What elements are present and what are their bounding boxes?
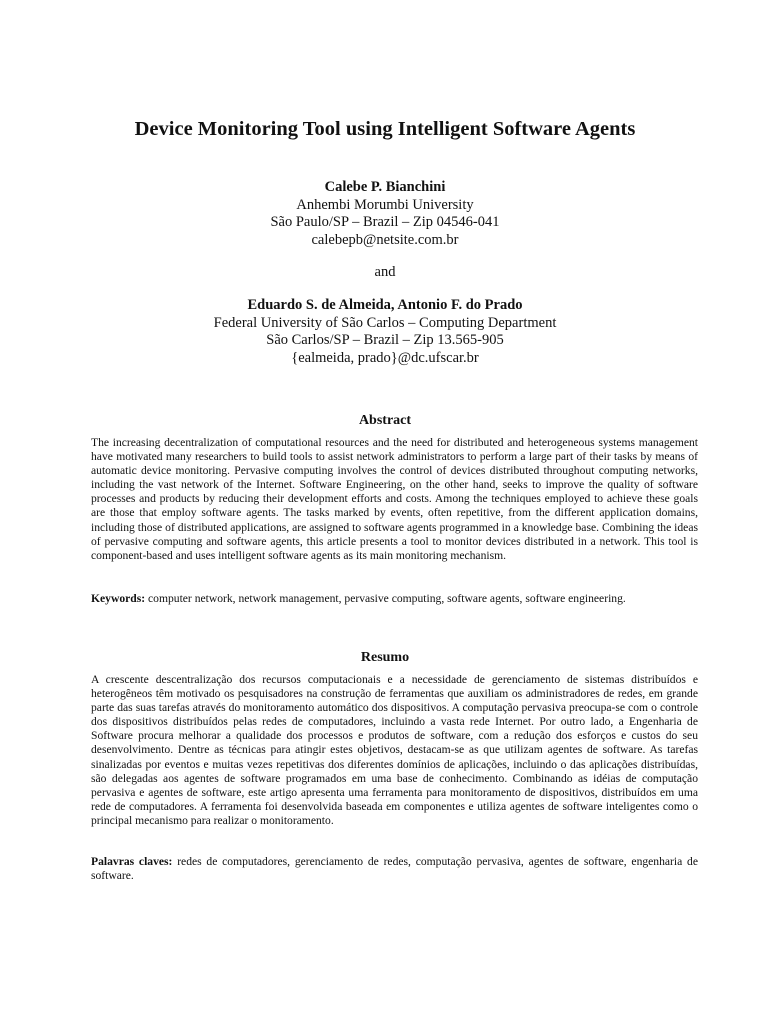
palavras-list: redes de computadores, gerenciamento de redes, computação pervasiva, agentes de software, engenharia de software. — [91, 855, 698, 883]
author-1-name: Calebe P. Bianchini — [324, 179, 446, 195]
abstract-keywords — [91, 592, 698, 606]
author-2-email: {ealmeida, prado}@dc.ufscar.br — [291, 349, 479, 366]
author-2-names: Eduardo S. de Almeida, Antonio F. do Prado — [247, 297, 523, 313]
resumo-text: A crescente descentralização dos recursos computacionais e a necessidade de gerenciamento de sistemas distribuídos e heterogêneos têm motivado os pesquisadores na construção de ferramentas que auxiliam os administradores de redes, em grande parte das suas tarefas através do monitoramento automático dos dispositivos. A computação pervasiva preocupa-se com o controle dos dispositivos distribuídos pelas redes de computadores, incluindo a vasta rede Internet. Por outro lado, a Engenharia de Software procura melhorar a qualidade dos processos e produtos de software, com a redução dos esforços e custos do seu desenvolvimento. Dentre as técnicas para atingir estes objetivos, destacam-se as que utilizam agentes de software. As tarefas sinalizadas por eventos e muitas vezes repetitivas dos diferentes domínios de aplicações, incluindo o das aplicações distribuídas, são delegadas aos agentes de software programados em uma base de conhecimento. Combinando as idéias de computação pervasiva e agentes de software, este artigo apresenta uma ferramenta para monitoramento de dispositivos, distribuídos em uma rede de computadores. A ferramenta foi desenvolvida baseada em componentes e utiliza agentes de software inteligentes como o principal mecanismo para realizar o monitoramento. — [91, 673, 698, 827]
abstract-text: The increasing decentralization of computational resources and the need for distributed and heterogeneous systems management have motivated many researchers to build tools to assist network administrators to perform a large part of their tasks by means of automatic device monitoring. Pervasive computing involves the control of devices distributed throughout computing networks, including the vast network of the Internet. Software Engineering, on the other hand, seeks to improve the quality of software processes and products by reducing their development efforts and costs. Among the techniques employed to achieve these goals are those that employ software agents. The tasks marked by events, often repetitive, from the different application domains, including those of distributed applications, are assigned to software agents programmed in a knowledge base. Combining the ideas of pervasive computing and software agents, this article presents a tool to monitor devices distributed in a network. This tool is component-based and uses intelligent software agents as its main monitoring mechanism. — [91, 436, 698, 562]
author-1-affiliation: Anhembi Morumbi University — [296, 196, 474, 213]
keywords-list: computer network, network management, pervasive computing, software agents, software engineering. — [148, 592, 626, 605]
paper-title: Device Monitoring Tool using Intelligent Software Agents — [134, 118, 636, 140]
keywords-label: Keywords: — [91, 592, 146, 605]
author-block-2 — [0, 297, 770, 367]
palavras-label: Palavras claves: — [91, 855, 173, 868]
abstract-heading: Abstract — [358, 413, 412, 428]
author-2-address: São Carlos/SP – Brazil – Zip 13.565-905 — [266, 332, 504, 348]
author-2-affiliation: Federal University of São Carlos – Computing Department — [213, 314, 557, 331]
resumo-heading: Resumo — [360, 650, 410, 665]
resumo-keywords — [91, 855, 698, 883]
author-block-1 — [0, 179, 770, 249]
author-1-email: calebepb@netsite.com.br — [311, 231, 459, 248]
author-separator: and — [374, 264, 396, 280]
author-1-address: São Paulo/SP – Brazil – Zip 04546-041 — [270, 214, 500, 230]
